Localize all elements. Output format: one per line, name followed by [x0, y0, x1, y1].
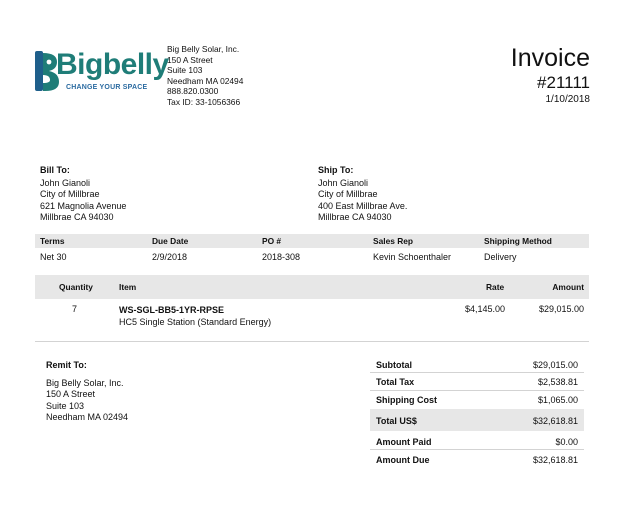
- bill-to-line: 621 Magnolia Avenue: [40, 200, 127, 211]
- tax-label: Total Tax: [376, 377, 415, 387]
- amount-paid-value: $0.00: [555, 437, 578, 447]
- company-address: [167, 44, 243, 108]
- invoice-title: Invoice: [510, 44, 590, 72]
- shipping-label: Shipping Cost: [376, 395, 437, 405]
- terms-header-bar: [35, 234, 589, 248]
- total-value: $32,618.81: [532, 416, 578, 426]
- ship-to-line: City of Millbrae: [318, 189, 378, 200]
- amount-header: Amount: [552, 282, 584, 292]
- shipping-row: [370, 391, 584, 408]
- remit-to-line: Needham MA 02494: [46, 411, 129, 422]
- logo-tagline: CHANGE YOUR SPACE: [66, 84, 148, 91]
- totals-divider: [370, 449, 584, 450]
- company-line: Big Belly Solar, Inc.: [167, 44, 240, 54]
- amount-paid-label: Amount Paid: [376, 437, 432, 447]
- quantity-header: Quantity: [59, 282, 93, 292]
- tax-row: [370, 373, 584, 390]
- subtotal-label: Subtotal: [376, 360, 412, 370]
- items-header-bar: [35, 275, 589, 299]
- logo-wordmark: Bigbelly: [56, 48, 169, 81]
- table-row: [35, 302, 589, 334]
- remit-to-line: Suite 103: [46, 400, 85, 411]
- bill-to-label: Bill To:: [40, 165, 70, 175]
- company-line: Needham MA 02494: [167, 75, 244, 86]
- sales-rep-value: Kevin Schoenthaler: [373, 252, 452, 262]
- bill-to-line: Millbrae CA 94030: [40, 211, 114, 222]
- ship-to-line: John Gianoli: [318, 178, 369, 189]
- item-sku: WS-SGL-BB5-1YR-RPSE: [119, 305, 225, 315]
- amount-due-value: $32,618.81: [532, 455, 578, 465]
- remit-to-line: 150 A Street: [46, 389, 96, 400]
- remit-to-block: [46, 360, 128, 423]
- sales-rep-header: Sales Rep: [373, 236, 414, 246]
- item-rate: $4,145.00: [465, 304, 506, 314]
- invoice-date: 1/10/2018: [545, 94, 590, 105]
- bill-to-line: John Gianoli: [40, 178, 91, 189]
- ship-to-label: Ship To:: [318, 165, 354, 175]
- item-description: HC5 Single Station (Standard Energy): [119, 317, 272, 327]
- terms-value: Net 30: [40, 252, 67, 262]
- company-line: Suite 103: [167, 65, 203, 76]
- ship-to-line: Millbrae CA 94030: [318, 211, 392, 222]
- total-label: Total US$: [376, 416, 417, 426]
- po-value: 2018-308: [262, 252, 301, 262]
- subtotal-row: [370, 356, 584, 373]
- terms-header: Terms: [40, 236, 65, 246]
- remit-to-line: Big Belly Solar, Inc.: [46, 378, 124, 389]
- total-row: [370, 409, 584, 431]
- shipping-method-header: Shipping Method: [484, 236, 552, 246]
- shipping-value: $1,065.00: [537, 395, 578, 405]
- bill-to-block: [40, 165, 126, 223]
- item-header: Item: [119, 282, 137, 292]
- amount-due-row: [370, 451, 584, 468]
- shipping-method-value: Delivery: [484, 252, 517, 262]
- invoice-number: #21111: [537, 73, 590, 92]
- amount-paid-row: [370, 433, 584, 450]
- subtotal-value: $29,015.00: [532, 360, 578, 370]
- remit-to-label: Remit To:: [46, 360, 87, 370]
- item-amount: $29,015.00: [538, 304, 584, 314]
- due-date-value: 2/9/2018: [152, 252, 188, 262]
- due-date-header: Due Date: [152, 236, 189, 246]
- tax-value: $2,538.81: [537, 377, 578, 387]
- terms-values-row: [35, 251, 589, 265]
- po-header: PO #: [262, 236, 282, 246]
- ship-to-block: [318, 165, 407, 223]
- ship-to-line: 400 East Millbrae Ave.: [318, 200, 408, 211]
- company-line: 150 A Street: [167, 54, 213, 65]
- bill-to-line: City of Millbrae: [40, 189, 100, 200]
- company-line: 888.820.0300: [167, 86, 219, 97]
- items-divider: [35, 341, 589, 342]
- company-line: Tax ID: 33-1056366: [167, 96, 241, 107]
- item-quantity: 7: [72, 304, 78, 314]
- rate-header: Rate: [486, 282, 505, 292]
- amount-due-label: Amount Due: [376, 455, 430, 465]
